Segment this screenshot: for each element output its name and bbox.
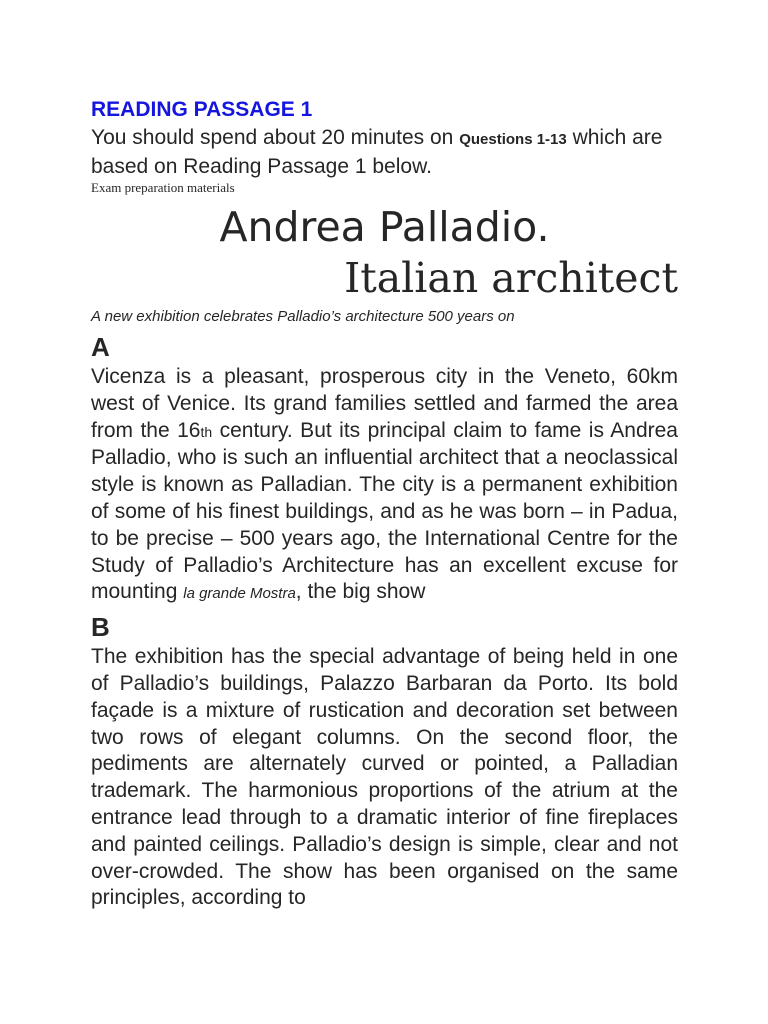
section-title: READING PASSAGE 1	[91, 98, 313, 121]
paragraph-a-text-2: century. But its principal claim to fame is Andrea Palladio, who is such an influential architect that a neoclassical style is known as Palladian. The city is a permanent exhibition of some of his finest buildings, and as he was born – in Padua, to be precise – 500 years ago, the International Centre for the Study of Palladio’s Architecture has an excellent excuse for mounting	[91, 418, 678, 604]
paragraph-a	[91, 364, 678, 608]
source-note: Exam preparation materials	[91, 180, 235, 195]
instructions	[91, 124, 678, 180]
paragraph-letter-b: B	[91, 612, 110, 643]
paragraph-letter-a: A	[91, 332, 110, 362]
document-page	[91, 96, 678, 912]
paragraph-a-text-3: , the big show	[295, 580, 426, 604]
paragraph-b: The exhibition has the special advantage of being held in one of Palladio’s buildings, Palazzo Barbaran da Porto. Its bold façade is a mixture of rustication and decoration set between two rows of elegant columns. On the second floor, the pediments are alternately curved or pointed, a Palladian trademark. The harmonious proportions of the atrium at the entrance lead through to a dramatic interior of fine fireplaces and painted ceilings. Palladio’s design is simple, clear and not over-crowded. The show has been organised on the same principles, according to	[91, 645, 678, 910]
instructions-text-1: You should spend about 20 minutes on	[91, 126, 460, 149]
article-subtitle: Italian architect	[344, 254, 678, 302]
ordinal-suffix: th	[200, 423, 213, 440]
italic-phrase: la grande Mostra	[183, 585, 296, 603]
instructions-text-2: which are based on Reading Passage 1 below.	[91, 126, 663, 178]
paragraph-a-text-1: Vicenza is a pleasant, prosperous city in the Veneto, 60km west of Venice. Its grand families settled and farmed the area from the 16	[91, 365, 678, 442]
article-title: Andrea Palladio.	[219, 203, 550, 251]
article-tagline: A new exhibition celebrates Palladio’s architecture 500 years on	[91, 308, 515, 325]
questions-reference: Questions 1-13	[459, 131, 567, 148]
